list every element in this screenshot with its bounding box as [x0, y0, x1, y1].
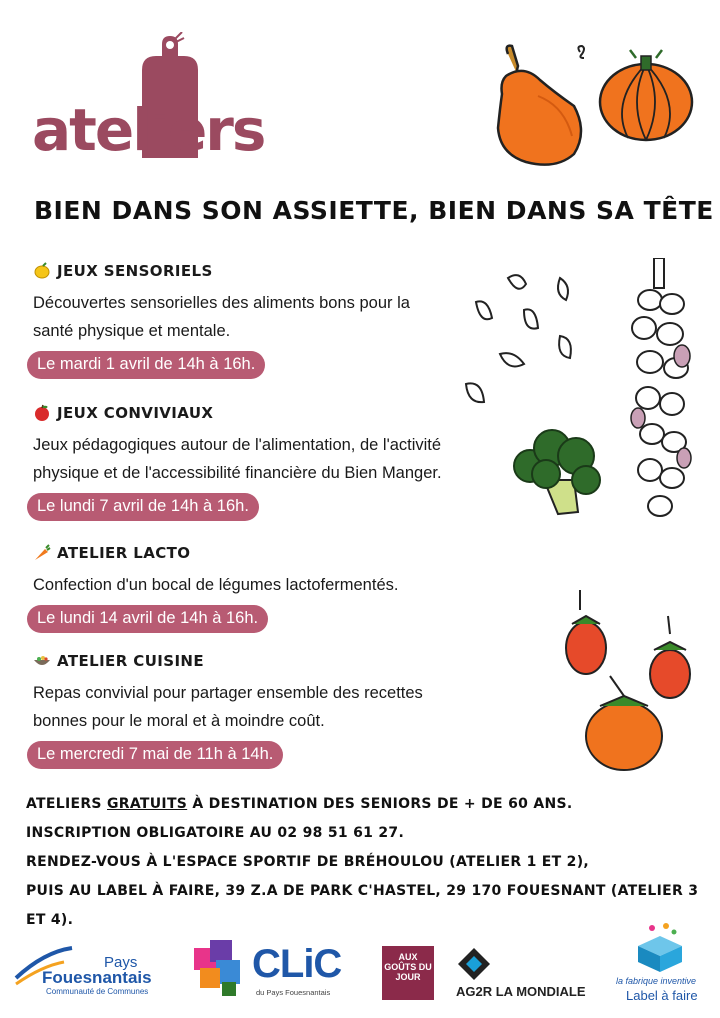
label-name: Label à faire [626, 988, 698, 1003]
pays-word: Pays [104, 954, 138, 971]
atelier-description [33, 289, 483, 345]
broccoli-illustration [508, 422, 608, 522]
apple-icon [33, 404, 51, 422]
pumpkins-illustration [478, 36, 698, 168]
carrot-icon [33, 544, 51, 562]
date-pill: Le mardi 1 avril de 14h à 16h. [27, 351, 265, 379]
label-a-faire-logo [604, 920, 714, 1016]
seeds-illustration [462, 266, 592, 416]
aux-gouts-du-jour-logo [382, 946, 434, 1000]
info-line [26, 790, 716, 819]
page-headline: BIEN DANS SON ASSIETTE, BIEN DANS SA TÊTE [34, 196, 714, 225]
ateliers-logo [28, 32, 265, 164]
desc-line: santé physique et mentale. [33, 322, 231, 340]
ag2r-diamond-icon [456, 946, 492, 982]
sponsor-logos [0, 920, 720, 1018]
bowl-icon [33, 652, 51, 670]
desc-line: Repas convivial pour partager ensemble des recettes [33, 684, 423, 702]
atelier-title [33, 544, 483, 562]
info-emphasis: GRATUITS [107, 796, 188, 812]
atelier-block [33, 652, 483, 769]
garlic-braid-illustration [620, 258, 704, 528]
ag2r-name: AG2R LA MONDIALE [456, 984, 586, 999]
desc-line: Confection d'un bocal de légumes lactofermentés. [33, 576, 399, 594]
atelier-block [33, 262, 483, 379]
atelier-title-text: JEUX SENSORIELS [57, 262, 213, 280]
info-line: PUIS AU LABEL À FAIRE, 39 Z.A DE PARK C'HASTEL, 29 170 FOUESNANT (ATELIER 3 ET 4). [26, 883, 699, 928]
info-text: ATELIERS [26, 796, 107, 812]
atelier-title-text: JEUX CONVIVIAUX [57, 404, 214, 422]
atelier-description [33, 571, 483, 599]
info-text: À DESTINATION DES SENIORS DE + DE 60 ANS. [187, 796, 573, 812]
atelier-title-text: ATELIER CUISINE [57, 652, 205, 670]
atelier-title [33, 262, 483, 280]
logo-text: ateliers [32, 96, 265, 164]
atelier-description [33, 431, 483, 487]
atelier-block [33, 404, 483, 521]
community-label: Communauté de Communes [46, 987, 149, 996]
lemon-icon [33, 262, 51, 280]
atelier-title-text: ATELIER LACTO [57, 544, 191, 562]
clic-squares-icon [192, 938, 246, 998]
atelier-title [33, 404, 483, 422]
clic-subtitle: du Pays Fouesnantais [256, 988, 331, 997]
date-pill: Le lundi 14 avril de 14h à 16h. [27, 605, 268, 633]
info-line: INSCRIPTION OBLIGATOIRE AU 02 98 51 61 27. [26, 825, 405, 841]
info-block [26, 790, 716, 935]
tomatoes-illustration [550, 586, 700, 776]
pays-fouesnantais-logo [14, 940, 184, 1000]
desc-line: Découvertes sensorielles des aliments bons pour la [33, 294, 410, 312]
atelier-title [33, 652, 483, 670]
desc-line: bonnes pour le moral et à moindre coût. [33, 712, 325, 730]
desc-line: Jeux pédagogiques autour de l'alimentation, de l'activité [33, 436, 442, 454]
ag2r-logo [456, 946, 596, 1002]
date-pill: Le mercredi 7 mai de 11h à 14h. [27, 741, 283, 769]
cube-icon [630, 920, 690, 972]
date-pill: Le lundi 7 avril de 14h à 16h. [27, 493, 259, 521]
desc-line: physique et de l'accessibilité financière du Bien Manger. [33, 464, 442, 482]
info-line: RENDEZ-VOUS À L'ESPACE SPORTIF DE BRÉHOULOU (ATELIER 1 ET 2), [26, 854, 590, 870]
atelier-block [33, 544, 483, 633]
clic-logo [192, 938, 352, 1004]
label-tagline: la fabrique inventive [616, 976, 697, 986]
atelier-description [33, 679, 483, 735]
fouesnantais-word: Fouesnantais [42, 968, 152, 987]
aux-gouts-text: AUX GOÛTS DU JOUR [384, 952, 432, 982]
clic-name: CLiC [252, 942, 342, 986]
